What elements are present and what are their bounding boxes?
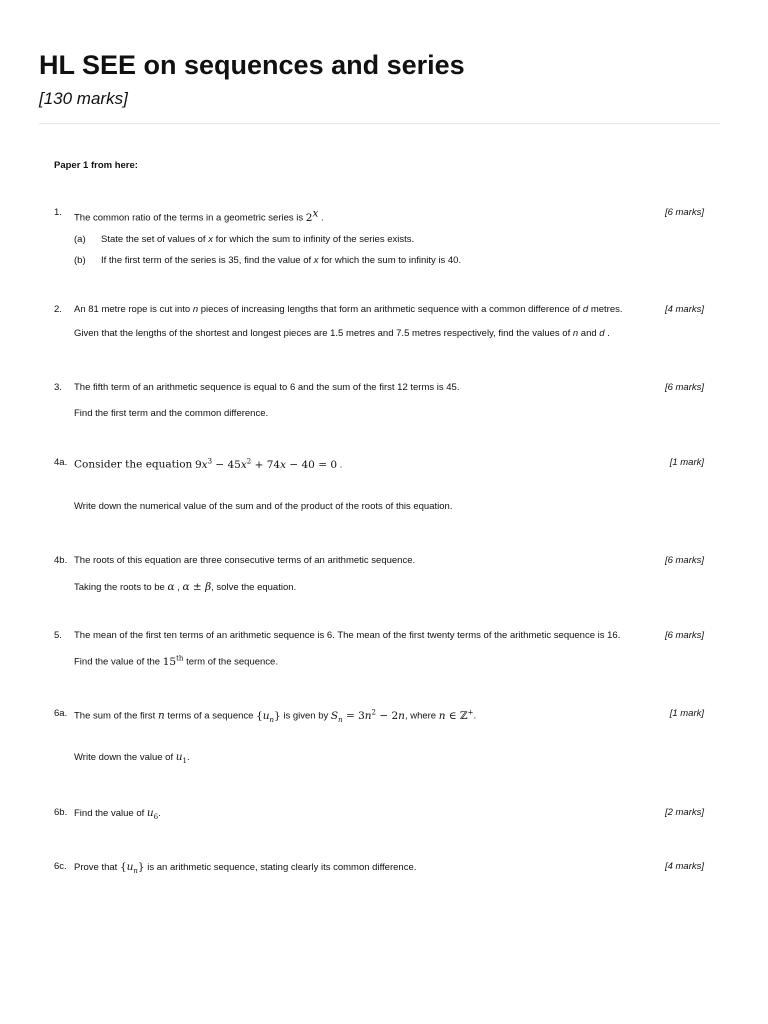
question-text: The sum of the first n terms of a sequence $\{u_n\}$ is given by $S_n = 3n^2 - 2n$, where n ∈ ℤ+. [74,708,477,724]
question-text: Taking the roots to be α , α ± β, solve the equation. [74,581,297,593]
question-2-line2 [0,328,768,348]
header-divider [39,123,720,124]
part-text: If the first term of the series is 35, find the value of x for which the sum to infinity is 40. [101,255,462,266]
question-4a [0,457,768,477]
question-text: The fifth term of an arithmetic sequence is equal to 6 and the sum of the first 12 terms is 45. [74,382,460,393]
question-text: Find the value of $u_6$. [74,807,161,822]
question-text: Find the value of the 15th term of the sequence. [74,654,278,668]
question-marks: [1 mark] [669,708,704,719]
question-6b [0,807,768,827]
question-text: Find the first term and the common difference. [74,408,269,419]
question-marks: [6 marks] [664,382,704,393]
question-text: Write down the numerical value of the sum and of the product of the roots of this equation. [74,501,453,512]
question-5-line2 [0,654,768,674]
part-label: (b) [74,255,86,266]
question-number: 6b. [54,807,68,818]
question-marks: [4 marks] [664,304,704,315]
question-text: An 81 metre rope is cut into n pieces of increasing lengths that form an arithmetic sequence with a common difference of d metres. [74,304,623,315]
question-number: 4a. [54,457,68,468]
question-marks: [6 marks] [664,207,704,218]
question-marks: [6 marks] [664,630,704,641]
page-title: HL SEE on sequences and series [39,50,465,80]
question-number: 2. [54,304,62,315]
question-marks: [6 marks] [664,555,704,566]
question-text: Given that the lengths of the shortest and longest pieces are 1.5 metres and 7.5 metres respectively, find the values of n and d . [74,328,610,339]
question-2 [0,304,768,324]
part-text: State the set of values of x for which the sum to infinity of the series exists. [101,234,415,245]
question-3-line2 [0,408,768,428]
question-1 [0,207,768,227]
question-4b [0,555,768,575]
question-6c [0,861,768,881]
question-5 [0,630,768,650]
question-4a-line2 [0,501,768,521]
question-text: The common ratio of the terms in a geometric series is 2$^x$ . [74,207,324,224]
question-6a-line2 [0,751,768,771]
total-marks: [130 marks] [39,89,128,108]
question-text: Consider the equation $9x^3 - 45x^2 + 74x - 40 = 0$ . [74,457,343,471]
question-number: 3. [54,382,62,393]
question-number: 6c. [54,861,67,872]
question-marks: [2 marks] [664,807,704,818]
question-text: Prove that $\{u_n\}$ is an arithmetic sequence, stating clearly its common difference. [74,861,417,876]
question-1b [0,255,768,275]
question-text: Write down the value of $u_1$. [74,751,190,766]
question-marks: [1 mark] [669,457,704,468]
question-marks: [4 marks] [664,861,704,872]
question-1a [0,234,768,254]
question-6a [0,708,768,728]
question-4b-line2 [0,581,768,601]
question-text: The roots of this equation are three consecutive terms of an arithmetic sequence. [74,555,416,566]
question-text: The mean of the first ten terms of an arithmetic sequence is 6. The mean of the first twenty terms of the arithmetic sequence is 16. [74,630,621,641]
question-number: 4b. [54,555,68,566]
question-3 [0,382,768,402]
part-label: (a) [74,234,86,245]
paper-label: Paper 1 from here: [54,160,138,171]
question-number: 1. [54,207,62,218]
question-number: 5. [54,630,62,641]
question-number: 6a. [54,708,68,719]
